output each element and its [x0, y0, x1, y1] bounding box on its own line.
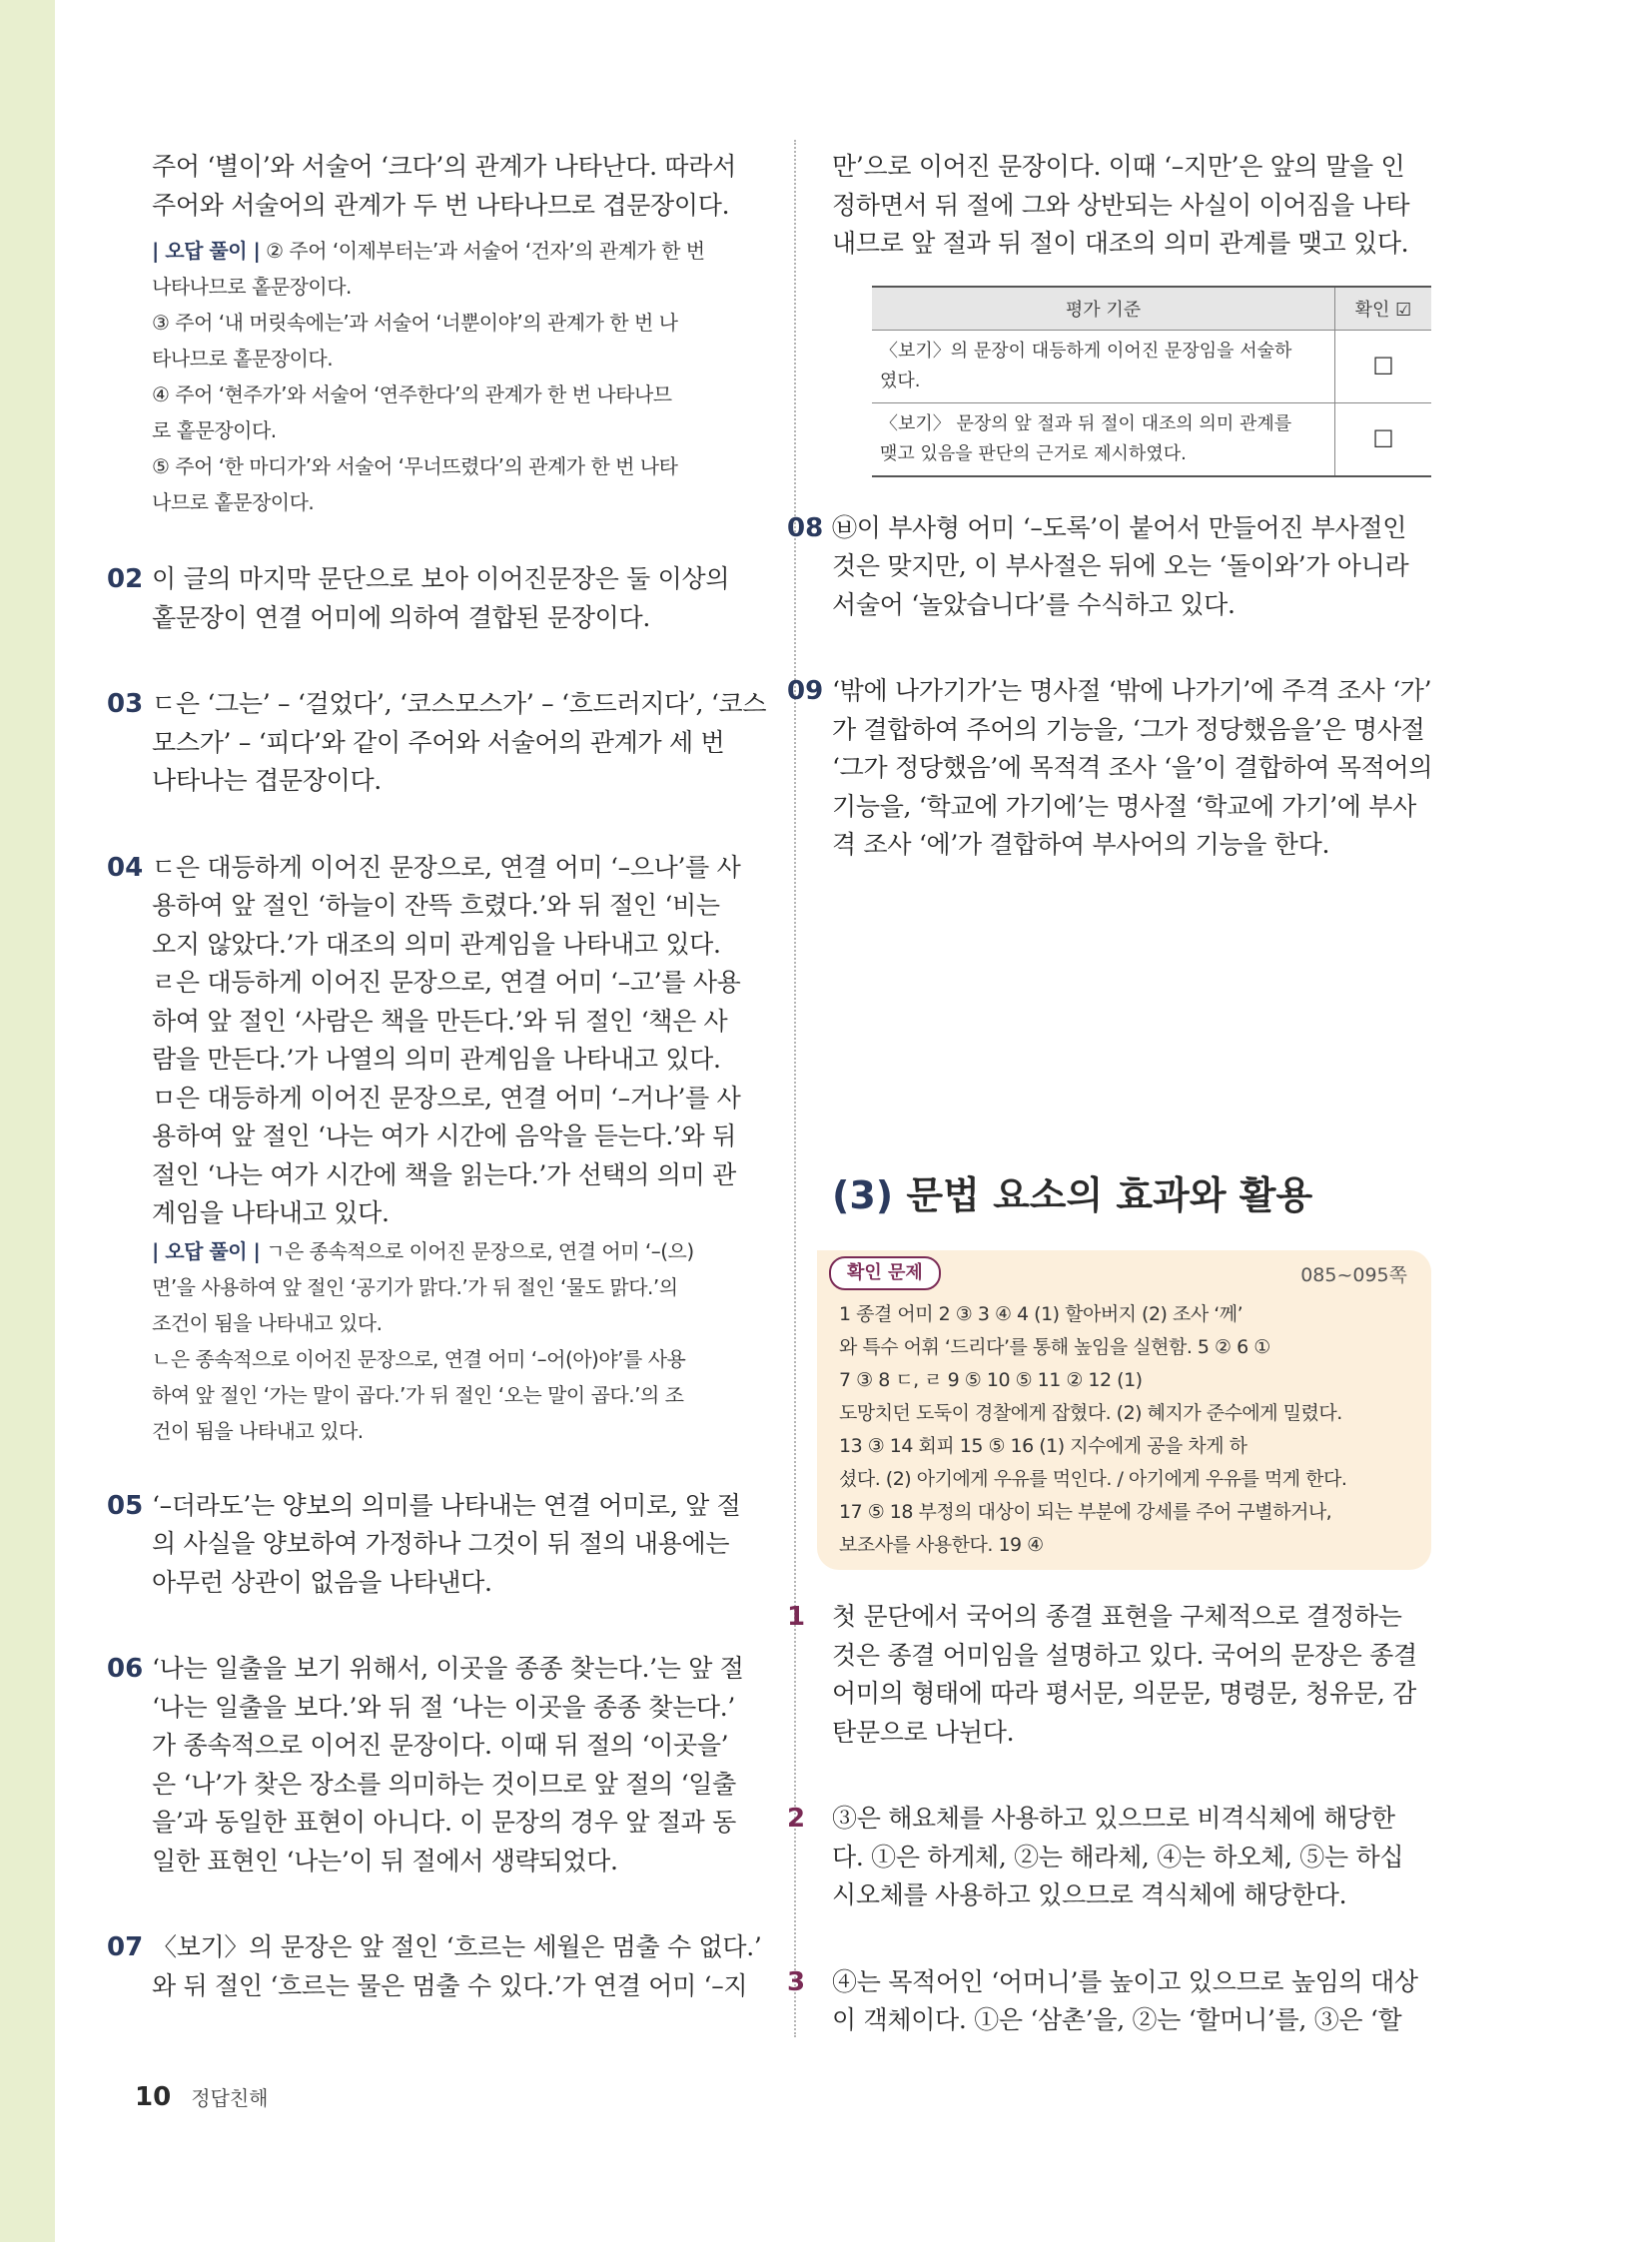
question-number: 1 — [787, 1602, 806, 1632]
text-line: 나타나는 겹문장이다. — [152, 766, 382, 795]
text-line: 정하면서 뒤 절에 그와 상반되는 사실이 이어짐을 나타 — [832, 190, 1410, 220]
text-line: ‘나는 일출을 보기 위해서, 이곳을 종종 찾는다.’는 앞 절 — [152, 1654, 744, 1683]
page-footer — [135, 2082, 268, 2112]
criteria-cell — [872, 402, 1335, 476]
page-range: 085~095쪽 — [1300, 1264, 1407, 1286]
text-line: 기능을, ‘학교에 가기에’는 명사절 ‘학교에 가기’에 부사 — [832, 791, 1416, 821]
section-number: (3) — [832, 1173, 894, 1217]
text-line: 하여 앞 절인 ‘사람은 책을 만든다.’와 뒤 절인 ‘책은 사 — [152, 1006, 728, 1036]
text-line: 면’을 사용하여 앞 절인 ‘공기가 맑다.’가 뒤 절인 ‘물도 맑다.’의 — [152, 1274, 678, 1299]
answer-line: 도망치던 도둑이 경찰에게 잡혔다. (2) 혜지가 준수에게 밀렸다. — [839, 1402, 1342, 1424]
wrong-answer-explanation-01 — [152, 233, 756, 520]
text-line: ㄷ은 대등하게 이어진 문장으로, 연결 어미 ‘–으나’를 사 — [152, 852, 741, 882]
answer-line: 셨다. (2) 아기에게 우유를 먹인다. / 아기에게 우유를 먹게 한다. — [839, 1468, 1347, 1490]
answer-2 — [787, 1800, 1431, 1915]
text-line: 어미의 형태에 따라 평서문, 의문문, 명령문, 청유문, 감 — [832, 1679, 1416, 1708]
text-line: 이 객체이다. ①은 ‘삼촌’을, ②는 ‘할머니’를, ③은 ‘할 — [832, 2005, 1402, 2034]
evaluation-criteria-table — [872, 286, 1431, 477]
text-line: 계임을 나타내고 있다. — [152, 1198, 390, 1227]
text-line: 첫 문단에서 국어의 종결 표현을 구체적으로 결정하는 — [832, 1602, 1402, 1631]
section-title — [832, 1164, 1312, 1219]
text-line: 다. ①은 하게체, ②는 해라체, ④는 하오체, ⑤는 하십 — [832, 1842, 1404, 1871]
text-line: 의 사실을 양보하여 가정하나 그것이 뒤 절의 내용에는 — [152, 1529, 730, 1558]
text-line: ㄹ은 대등하게 이어진 문장으로, 연결 어미 ‘–고’를 사용 — [152, 968, 741, 997]
answer-04 — [107, 849, 756, 1233]
answer-box-header — [817, 1250, 1431, 1290]
quick-answer-box — [817, 1250, 1431, 1570]
text-line: ② 주어 ‘이제부터는’과 서술어 ‘건자’의 관계가 한 번 — [260, 239, 705, 263]
text-line: 은 ‘나’가 찾은 장소를 의미하는 것이므로 앞 절의 ‘일출 — [152, 1769, 736, 1799]
side-color-strip — [0, 0, 55, 2242]
criteria-cell — [872, 330, 1335, 402]
text-line: 오지 않았다.’가 대조의 의미 관계임을 나타내고 있다. — [152, 929, 721, 959]
question-number: 06 — [107, 1654, 144, 1684]
left-column — [107, 148, 767, 2005]
text-line: 하여 앞 절인 ‘가는 말이 곱다.’가 뒤 절인 ‘오는 말이 곱다.’의 조 — [152, 1382, 684, 1407]
text-line: 주어 ‘별이’와 서술어 ‘크다’의 관계가 나타난다. 따라서 — [152, 152, 736, 181]
question-number: 05 — [107, 1490, 144, 1521]
cell-line: 〈보기〉 문장의 앞 절과 뒤 절이 대조의 의미 관계를 — [880, 412, 1292, 434]
text-line: 탄문으로 나뉜다. — [832, 1717, 1015, 1747]
answer-07-continued — [832, 148, 1431, 264]
answer-03 — [107, 685, 767, 801]
right-lower-column — [787, 1598, 1431, 2040]
question-number: 03 — [107, 689, 144, 719]
text-line: 을’과 동일한 표현이 아니다. 이 문장의 경우 앞 절과 동 — [152, 1808, 736, 1837]
text-line: 가 종속적으로 이어진 문장이다. 이때 뒤 절의 ‘이곳을’ — [152, 1731, 729, 1760]
text-line: 가 결합하여 주어의 기능을, ‘그가 정당했음을’은 명사절 — [832, 714, 1425, 744]
text-line: 시오체를 사용하고 있으므로 격식체에 해당한다. — [832, 1880, 1347, 1909]
text-line: 절인 ‘나는 여가 시간에 책을 읽는다.’가 선택의 의미 관 — [152, 1159, 736, 1189]
text-line: 일한 표현인 ‘나는’이 뒤 절에서 생략되었다. — [152, 1846, 618, 1875]
text-line: 나므로 홑문장이다. — [152, 490, 315, 514]
text-line: 용하여 앞 절인 ‘하늘이 잔뜩 흐렸다.’와 뒤 절인 ‘비는 — [152, 891, 720, 920]
cell-line: 맺고 있음을 판단의 근거로 제시하였다. — [880, 442, 1187, 464]
wrong-answer-tag: | 오답 풀이 | — [152, 1238, 261, 1263]
text-line: ㉥이 부사형 어미 ‘–도록’이 붙어서 만들어진 부사절인 — [832, 512, 1407, 542]
answer-line: 7 ③ 8 ㄷ, ㄹ 9 ⑤ 10 ⑤ 11 ② 12 (1) — [839, 1369, 1143, 1391]
text-line: 내므로 앞 절과 뒤 절이 대조의 의미 관계를 맺고 있다. — [832, 229, 1409, 258]
answer-02 — [107, 560, 756, 637]
wrong-answer-explanation-04 — [152, 1233, 756, 1449]
text-line: 람을 만든다.’가 나열의 의미 관계임을 나타내고 있다. — [152, 1045, 721, 1074]
question-number: 2 — [787, 1804, 806, 1834]
text-line: 와 뒤 절인 ‘흐르는 물은 멈출 수 있다.’가 연결 어미 ‘–지 — [152, 1970, 748, 2000]
text-line: 아무런 상관이 없음을 나타낸다. — [152, 1567, 492, 1597]
question-number: 02 — [107, 564, 144, 594]
header-check: 확인 ☑ — [1335, 287, 1432, 331]
question-number: 04 — [107, 852, 144, 883]
answer-05 — [107, 1487, 756, 1603]
text-line: ⑤ 주어 ‘한 마디가’와 서술어 ‘무너뜨렸다’의 관계가 한 번 나타 — [152, 454, 678, 478]
text-line: ③ 주어 ‘내 머릿속에는’과 서술어 ‘너뿐이야’의 관계가 한 번 나 — [152, 311, 678, 335]
text-line: ‘밖에 나가기가’는 명사절 ‘밖에 나가기’에 주격 조사 ‘가’ — [832, 676, 1432, 705]
question-number: 08 — [787, 512, 824, 543]
text-line: ‘그가 정당했음’에 목적격 조사 ‘을’이 결합하여 목적어의 — [832, 753, 1433, 782]
text-line: ㄷ은 ‘그는’ – ‘걸었다’, ‘코스모스가’ – ‘흐드러지다’, ‘코스 — [152, 689, 767, 718]
question-number: 09 — [787, 676, 824, 706]
text-line: ‘–더라도’는 양보의 의미를 나타내는 연결 어미로, 앞 절 — [152, 1490, 741, 1520]
header-criteria: 평가 기준 — [872, 287, 1335, 331]
text-line: 로 홑문장이다. — [152, 418, 277, 442]
section-heading: 문법 요소의 효과와 활용 — [893, 1173, 1313, 1217]
text-line: ㅁ은 대등하게 이어진 문장으로, 연결 어미 ‘–거나’를 사 — [152, 1083, 741, 1113]
answer-06 — [107, 1650, 756, 1880]
text-line: 건이 됨을 나타내고 있다. — [152, 1418, 364, 1443]
answer-line: 1 종결 어미 2 ③ 3 ④ 4 (1) 할아버지 (2) 조사 ‘께’ — [839, 1303, 1243, 1325]
text-line: ④는 목적어인 ‘어머니’를 높이고 있으므로 높임의 대상 — [832, 1966, 1418, 1996]
text-line: 격 조사 ‘에’가 결합하여 부사어의 기능을 한다. — [832, 830, 1330, 859]
answer-01-continued — [152, 148, 756, 225]
text-line: ㄴ은 종속적으로 이어진 문장으로, 연결 어미 ‘–어(아)야’를 사용 — [152, 1346, 686, 1371]
table-row — [872, 330, 1431, 402]
text-line: 것은 종결 어미임을 설명하고 있다. 국어의 문장은 종결 — [832, 1640, 1417, 1670]
text-line: 모스가’ – ‘피다’와 같이 주어와 서술어의 관계가 세 번 — [152, 727, 725, 757]
text-line: 홑문장이 연결 어미에 의하여 결합된 문장이다. — [152, 602, 651, 632]
answer-09 — [787, 672, 1431, 865]
text-line: 나타나므로 홑문장이다. — [152, 275, 352, 299]
answer-3 — [787, 1963, 1431, 2040]
right-column — [787, 148, 1433, 913]
answer-line: 17 ⑤ 18 부정의 대상이 되는 부분에 강세를 주어 구별하거나, — [839, 1501, 1332, 1523]
book-title: 정답친해 — [191, 2086, 269, 2110]
page-number: 10 — [135, 2082, 172, 2112]
text-line: 만’으로 이어진 문장이다. 이때 ‘–지만’은 앞의 말을 인 — [832, 152, 1405, 181]
column-divider — [794, 140, 796, 2037]
cell-line: 였다. — [880, 370, 921, 391]
answer-1 — [787, 1598, 1431, 1752]
answer-07 — [107, 1928, 762, 2005]
answer-line: 13 ③ 14 회피 15 ⑤ 16 (1) 지수에게 공을 차게 하 — [839, 1435, 1247, 1457]
question-number: 07 — [107, 1932, 144, 1962]
text-line: 타나므로 홑문장이다. — [152, 347, 334, 371]
text-line: 이 글의 마지막 문단으로 보아 이어진문장은 둘 이상의 — [152, 564, 730, 593]
text-line: ‘나는 일출을 보다.’와 뒤 절 ‘나는 이곳을 종종 찾는다.’ — [152, 1692, 736, 1722]
text-line: ㄱ은 종속적으로 이어진 문장으로, 연결 어미 ‘–(으) — [260, 1238, 694, 1263]
text-line: ③은 해요체를 사용하고 있으므로 비격식체에 해당한 — [832, 1804, 1395, 1833]
table-header-row — [872, 287, 1431, 331]
text-line: 〈보기〉의 문장은 앞 절인 ‘흐르는 세월은 멈출 수 없다.’ — [152, 1932, 762, 1961]
wrong-answer-tag: | 오답 풀이 | — [152, 239, 261, 263]
cell-line: 〈보기〉의 문장이 대등하게 이어진 문장임을 서술하 — [880, 340, 1292, 362]
checkbox-icon[interactable]: ☐ — [1335, 330, 1432, 402]
answer-line: 와 특수 어휘 ‘드리다’를 통해 높임을 실현함. 5 ② 6 ① — [839, 1336, 1270, 1358]
answer-box-body — [839, 1298, 1418, 1562]
answer-line: 보조사를 사용한다. 19 ④ — [839, 1534, 1044, 1556]
answer-box-label: 확인 문제 — [829, 1256, 941, 1290]
table-row — [872, 402, 1431, 476]
text-line: 용하여 앞 절인 ‘나는 여가 시간에 음악을 듣는다.’와 뒤 — [152, 1121, 736, 1150]
answer-08 — [787, 509, 1431, 625]
text-line: 조건이 됨을 나타내고 있다. — [152, 1310, 383, 1335]
text-line: ④ 주어 ‘현주가’와 서술어 ‘연주한다’의 관계가 한 번 나타나므 — [152, 382, 672, 406]
text-line: 것은 맞지만, 이 부사절은 뒤에 오는 ‘돌이와’가 아니라 — [832, 551, 1409, 580]
text-line: 서술어 ‘놀았습니다’를 수식하고 있다. — [832, 589, 1236, 619]
checkbox-icon[interactable]: ☐ — [1335, 402, 1432, 476]
question-number: 3 — [787, 1966, 806, 1997]
text-line: 주어와 서술어의 관계가 두 번 나타나므로 겹문장이다. — [152, 190, 730, 220]
